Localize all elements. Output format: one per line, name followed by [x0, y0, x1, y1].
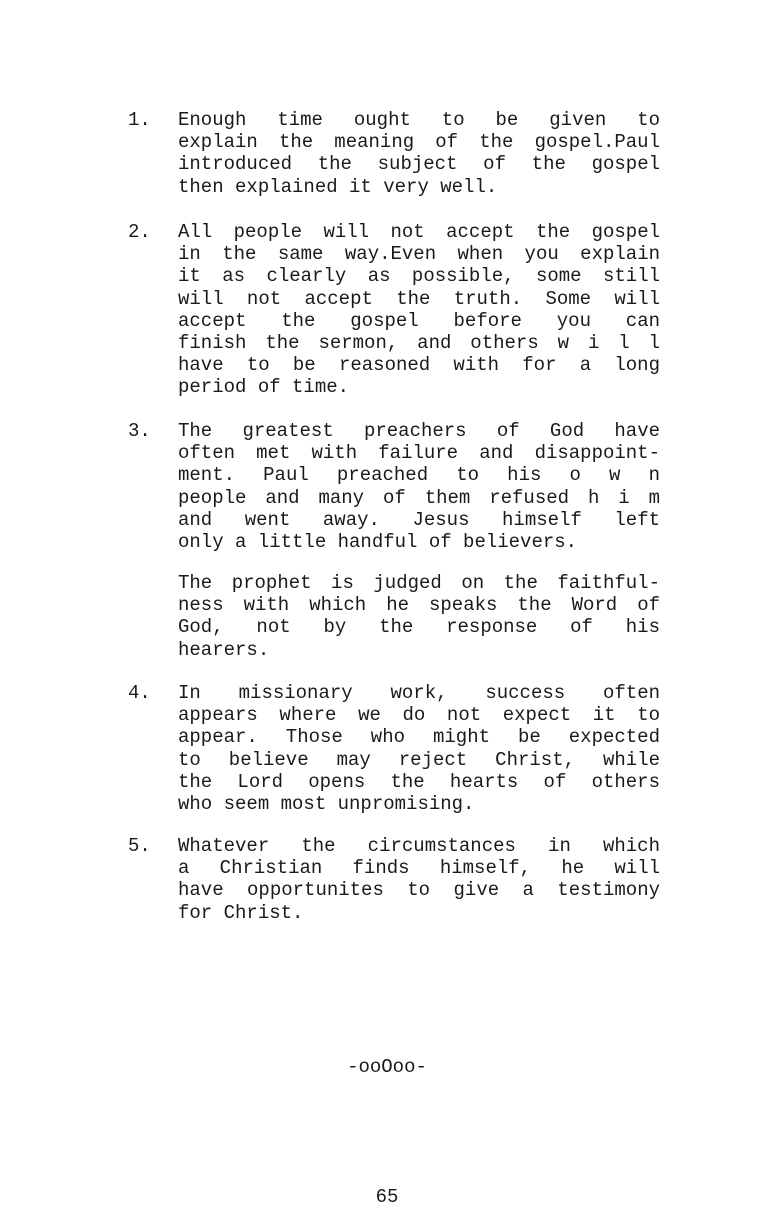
- text-line: it as clearly as possible, some still: [178, 265, 660, 288]
- text-line: who seem most unpromising.: [178, 793, 475, 815]
- text-line: ness with which he speaks the Word of: [178, 594, 660, 617]
- text-line: Enough time ought to be given to: [178, 109, 660, 131]
- text-line: period of time.: [178, 376, 350, 399]
- text-line: the Lord opens the hearts of others: [178, 770, 660, 793]
- text-line: often met with failure and disappoint-: [178, 442, 660, 465]
- text-line: a Christian finds himself, he will: [178, 857, 660, 880]
- item-number: 1.: [128, 109, 151, 131]
- text-line: only a little handful of believers.: [178, 531, 578, 553]
- item-number: 3.: [128, 420, 151, 442]
- page-number: 65: [375, 1186, 399, 1208]
- section-divider: -ooOoo-: [347, 1056, 427, 1078]
- text-line: and went away. Jesus himself left: [178, 508, 660, 531]
- text-line: Whatever the circumstances in which: [178, 835, 660, 857]
- text-line: to believe may reject Christ, while: [178, 748, 660, 771]
- text-line: people and many of them refused h i m: [178, 486, 660, 509]
- text-line: finish the sermon, and others w i l l: [178, 332, 660, 354]
- text-line: have to be reasoned with for a long: [178, 354, 660, 377]
- text-line: The greatest preachers of God have: [178, 420, 660, 442]
- text-line: All people will not accept the gospel: [178, 221, 660, 243]
- text-line: accept the gospel before you can: [178, 309, 660, 332]
- text-line: in the same way.Even when you explain: [178, 243, 660, 266]
- text-line: will not accept the truth. Some will: [178, 287, 660, 310]
- item-number: 4.: [128, 682, 151, 704]
- text-line: introduced the subject of the gospel: [178, 153, 660, 176]
- item-number: 5.: [128, 835, 151, 857]
- text-line: explain the meaning of the gospel.Paul: [178, 131, 660, 154]
- text-line: In missionary work, success often: [178, 682, 660, 704]
- text-line: God, not by the response of his: [178, 616, 660, 639]
- text-line: have opportunites to give a testimony: [178, 879, 660, 902]
- text-line: for Christ.: [178, 901, 304, 924]
- text-line: ment. Paul preached to his o w n: [178, 464, 660, 487]
- text-line: appear. Those who might be expected: [178, 726, 660, 749]
- text-line: hearers.: [178, 638, 270, 661]
- item-number: 2.: [128, 221, 151, 243]
- text-line: appears where we do not expect it to: [178, 704, 660, 727]
- text-line: then explained it very well.: [178, 175, 498, 198]
- text-line: The prophet is judged on the faithful-: [178, 572, 660, 594]
